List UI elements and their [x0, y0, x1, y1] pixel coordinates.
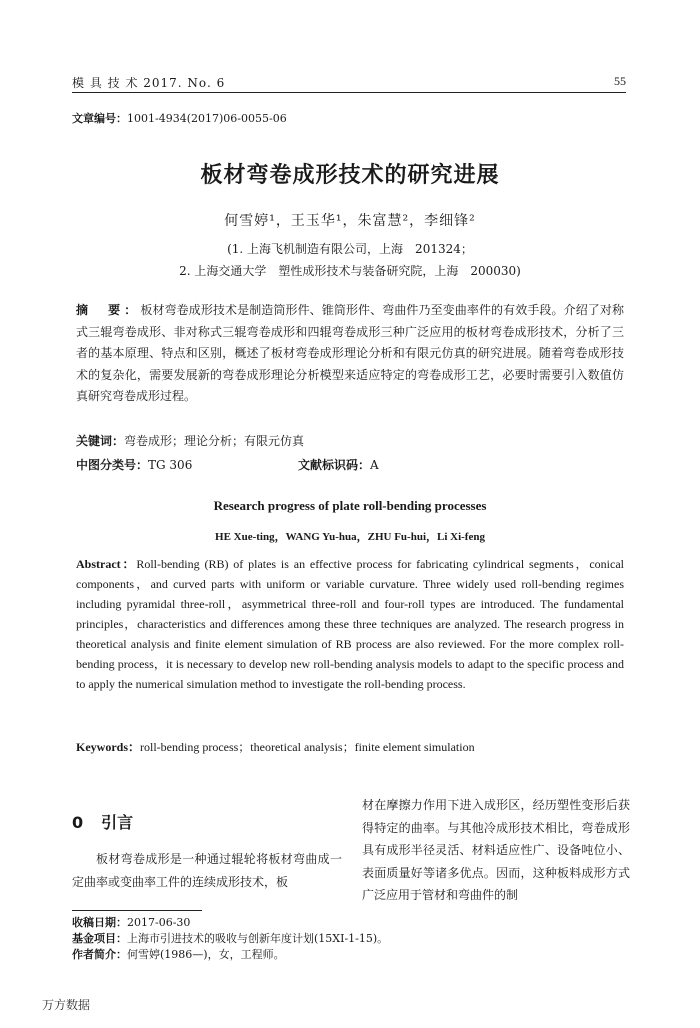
article-number — [72, 110, 287, 126]
title-cn: 板材弯卷成形技术的研究进展 — [200, 163, 500, 188]
footnote-fund — [72, 930, 388, 946]
authors-cn: 何雪婷¹，王玉华¹，朱富慧²，李细锋² — [224, 213, 476, 229]
body-right-column: 材在摩擦力作用下进入成形区，经历塑性变形后获得特定的曲率。与其他冷成形技术相比，弯卷成形具有成形半径灵活、材料适应性广、设备吨位小、表面质量好等诸多优点。因而，这种板料成形方式广泛应用于管材和弯曲件的制 — [362, 798, 630, 902]
abstract-cn-text: 板材弯卷成形技术是制造筒形件、锥筒形件、弯曲件乃至变曲率件的有效手段。介绍了对称式三辊弯卷成形、非对称式三辊弯卷成形和四辊弯卷成形三种广泛应用的板材弯卷成形技术，分析了三者的基本原理、特点和区别，概述了板材弯卷成形理论分析和有限元仿真的研究进展。随着弯卷成形技术的复杂化，需要发展新的弯卷成形理论分析模型来适应特定的弯卷成形工艺，必要时需要引入数值仿真研究弯卷成形过程。 — [76, 303, 624, 403]
doc-code-line — [298, 456, 379, 473]
fund-value: 上海市引进技术的吸收与创新年度计划(15XI-1-15)。 — [127, 932, 389, 945]
received-label: 收稿日期： — [72, 916, 127, 929]
author-label: 作者简介： — [72, 948, 127, 961]
keywords-en-text: roll-bending process；theoretical analysis；finite element simulation — [140, 740, 475, 754]
doc-code-value: A — [370, 458, 379, 472]
page-number: 55 — [614, 74, 626, 88]
abstract-cn-label: 摘 要： — [76, 303, 141, 317]
journal-name: 模 具 技 术 2017. No. 6 — [72, 76, 226, 90]
section-heading — [72, 810, 133, 833]
abstract-cn — [76, 300, 624, 408]
footnote-author — [72, 946, 285, 962]
affiliation-1: (1. 上海飞机制造有限公司，上海 201324； — [227, 242, 473, 256]
fund-label: 基金项目： — [72, 932, 127, 945]
received-value: 2017-06-30 — [127, 916, 191, 929]
title-en: Research progress of plate roll-bending processes — [213, 498, 487, 513]
section-title: 引言 — [101, 813, 134, 832]
clc-value: TG 306 — [148, 458, 193, 472]
section-number: 0 — [72, 813, 84, 832]
affiliation-2: 2. 上海交通大学 塑性成形技术与装备研究院，上海 200030) — [179, 264, 521, 278]
keywords-cn-label: 关键词： — [76, 434, 125, 448]
keywords-cn — [76, 432, 304, 449]
running-header — [72, 72, 626, 93]
article-number-label: 文章编号： — [72, 112, 127, 125]
keywords-en-label: Keywords： — [76, 740, 140, 754]
abstract-en — [76, 554, 624, 694]
abstract-en-label: Abstract： — [76, 557, 137, 571]
footnote-received — [72, 914, 190, 930]
clc-label: 中图分类号： — [76, 458, 149, 472]
authors-en: HE Xue-ting，WANG Yu-hua，ZHU Fu-hui，Li Xi-feng — [215, 531, 485, 543]
author-value: 何雪婷(1986—)，女，工程师。 — [127, 948, 285, 961]
doc-code-label: 文献标识码： — [298, 458, 371, 472]
watermark: 万方数据 — [42, 998, 91, 1012]
keywords-cn-text: 弯卷成形；理论分析；有限元仿真 — [124, 434, 305, 448]
classification-line — [76, 456, 192, 473]
keywords-en — [76, 738, 624, 755]
body-left-column: 板材弯卷成形是一种通过辊轮将板材弯曲成一定曲率或变曲率工件的连续成形技术，板 — [72, 852, 342, 889]
article-number-value: 1001-4934(2017)06-0055-06 — [127, 112, 287, 125]
footnote-rule — [72, 910, 202, 911]
abstract-en-text: Roll-bending (RB) of plates is an effective process for fabricating cylindrical segments，conical components，and curved parts with uniform or variable curvature. Three widely used roll-bending regimes including pyramidal three-roll，asymmetrical three-roll and four-roll types are introduced. The fundamental principles，characteristics and differences among these three techniques are analyzed. The research progress in theoretical analysis and finite element simulation of RB process are also reviewed. For the more complex roll-bending process，it is necessary to develop new roll-bending analysis models to adapt to the specific process and to apply the numerical simulation method to investigate the roll-bending process. — [76, 557, 625, 691]
